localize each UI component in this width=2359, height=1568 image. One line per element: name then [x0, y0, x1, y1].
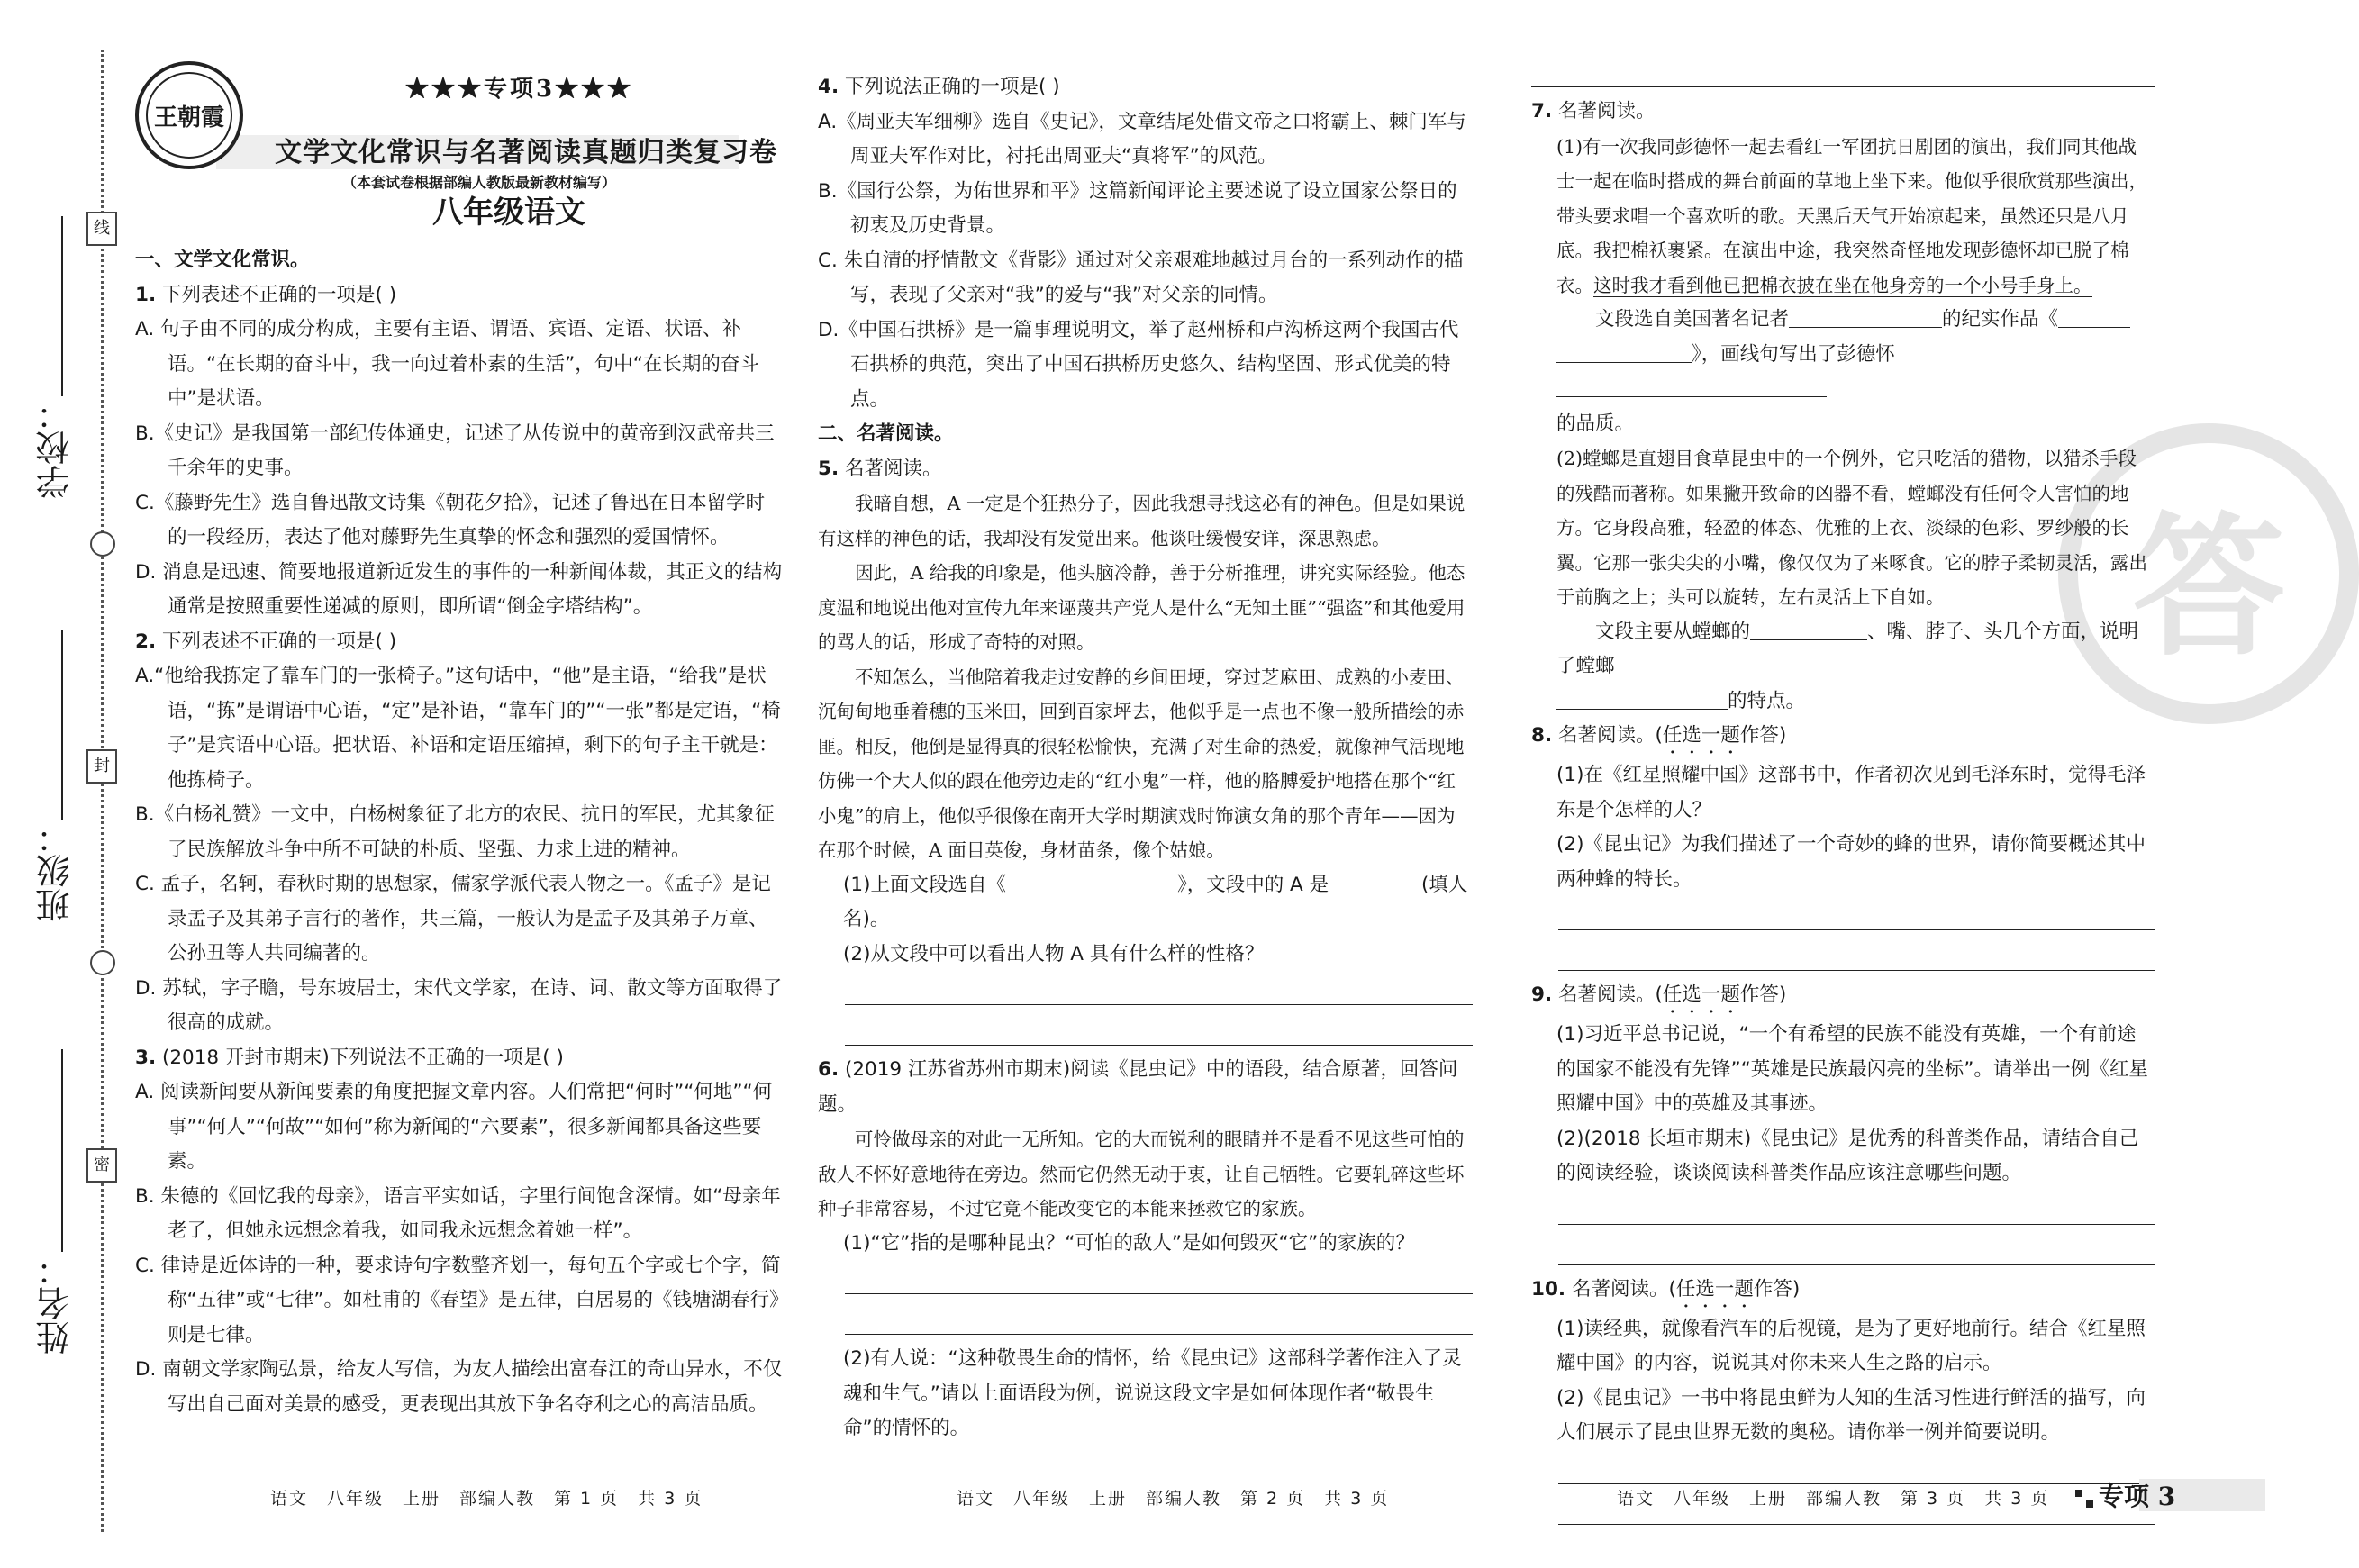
- sub-question-text: 文段主要从螳螂的: [1595, 620, 1751, 643]
- question-9: [1531, 978, 2155, 1018]
- reading-passage: 因此，A 给我的印象是，他头脑冷静，善于分析推理，讲究实际经验。他态度温和地说出他对宣传九年来诬蔑共产党人是什么“无知土匪”“强盗”和其他爱用的骂人的话，形成了奇特的对照。: [818, 562, 1465, 653]
- page-footer-2: 语文 八年级 上册 部编人教 第 2 页 共 3 页: [957, 1489, 1390, 1509]
- answer-line[interactable]: [845, 1012, 1473, 1046]
- answer-line[interactable]: [1531, 54, 2155, 87]
- reading-passage: [1531, 130, 2155, 304]
- question-stem[interactable]: 下列表述不正确的一项是( ): [161, 283, 397, 306]
- section-heading: 一、文学文化常识。: [135, 249, 310, 271]
- seal-char-mi: 密: [86, 1148, 117, 1183]
- book-title-blank[interactable]: [1006, 873, 1177, 893]
- option-c: C. 朱自清的抒情散文《背影》通过对父亲艰难地越过月台的一系列动作的描写，表现了父亲对“我”的爱与“我”对父亲的同情。: [818, 249, 1464, 306]
- question-number: 3.: [135, 1046, 157, 1069]
- sub-question: (2)《昆虫记》为我们描述了一个奇妙的蜂的世界，请你简要概述其中两种蜂的特长。: [1556, 833, 2146, 891]
- emphasis-text: 任选一题: [1662, 983, 1740, 1006]
- sub-question: (2)有人说：“这种敬畏生命的情怀，给《昆虫记》这部科学著作注入了灵魂和生气。”请以上面语段为例，说说这段文字是如何体现作者“敬畏生命”的情怀的。: [843, 1347, 1462, 1439]
- question-stem[interactable]: (2018 开封市期末)下列说法不正确的一项是( ): [161, 1046, 564, 1069]
- question-8: [1531, 719, 2155, 758]
- question-number: 9.: [1531, 983, 1553, 1006]
- page-footer-3: 语文 八年级 上册 部编人教 第 3 页 共 3 页: [1617, 1489, 2050, 1509]
- question-6: [818, 1053, 1473, 1122]
- underlined-sentence: 这时我才看到他已把棉衣披在坐在他身旁的一个小号手身上。: [1593, 274, 2092, 296]
- column-page-3: [1531, 54, 2155, 1532]
- seal-char-feng: 封: [86, 749, 117, 784]
- option-b: B. 朱德的《回忆我的母亲》，语言平实如话，字里行间饱含深情。如“母亲年老了，但她永远想念着我，如同我永远想念着她一样”。: [135, 1184, 781, 1242]
- question-stem: 作答): [1739, 983, 1787, 1006]
- quality-blank[interactable]: [1556, 376, 1827, 397]
- question-number: 2.: [135, 630, 157, 653]
- answer-line[interactable]: [1558, 938, 2155, 971]
- sub-question-text: (1)上面文段选自《: [843, 873, 1006, 896]
- option-b: B.《白杨礼赞》一文中，白杨树象征了北方的农民、抗日的军民，尤其象征了民族解放斗争中所不可缺的朴质、坚强、力求上进的精神。: [135, 803, 775, 861]
- answer-line[interactable]: [845, 1261, 1473, 1294]
- corner-tag: [2072, 1477, 2255, 1513]
- sub-question: (1)习近平总书记说，“一个有希望的民族不能没有英雄，一个有前途的国家不能没有先锋”“英雄是民族最闪亮的坐标”。请举出一例《红星照耀中国》中的英雄及其事迹。: [1556, 1023, 2148, 1115]
- reading-passage: (2)螳螂是直翅目食草昆虫中的一个例外，它只吃活的猎物，以猎杀手段的残酷而著称。如果撇开致命的凶器不看，螳螂没有任何令人害怕的地方。它身段高雅，轻盈的体态、优雅的上衣、淡绿的色彩、罗纱般的长翼。它那一张尖尖的小嘴，像仅仅为了来啄食。它的脖子柔韧灵活，露出于前胸之上；头可以旋转，左右灵活上下自如。: [1556, 448, 2147, 608]
- question-3: [135, 1041, 784, 1076]
- header-tag: ★★★专项3★★★: [405, 76, 634, 103]
- option-d: D. 消息是迅速、简要地报道新近发生的事件的一种新闻体裁，其正文的结构通常是按照重要性递减的原则，即所谓“倒金字塔结构”。: [135, 560, 783, 618]
- section-heading: 二、名著阅读。: [818, 422, 954, 445]
- binding-cut-line: [101, 50, 104, 1532]
- watermark-char: 答: [2131, 498, 2285, 677]
- reading-passage: 不知怎么，当他陪着我走过安静的乡间田埂，穿过芝麻田、成熟的小麦田、沉甸甸地垂着穗的玉米田，回到百家坪去，他似乎是一点也不像一般所描绘的赤匪。相反，他倒是显得真的很轻松愉快，充满了对生命的热爱，就像神气活现地仿佛一个大人似的跟在他旁边走的“红小鬼”一样，他的胳膊爱护地搭在那个“红小鬼”的肩上，他似乎很像在南开大学时期演戏时饰演女角的那个青年——因为在那个时候，A 面目英俊，身材苗条，像个姑娘。: [818, 666, 1465, 861]
- question-stem: 作答): [1739, 724, 1787, 747]
- question-10: [1531, 1273, 2155, 1312]
- option-d: D. 苏轼，字子瞻，号东坡居士，宋代文学家，在诗、词、散文等方面取得了很高的成就。: [135, 976, 783, 1034]
- sub-question-text: 》，文段中的 A 是: [1176, 873, 1329, 896]
- answer-line[interactable]: [845, 972, 1473, 1005]
- question-5: [818, 452, 1473, 487]
- paper-title: 文学文化常识与名著阅读真题归类复习卷: [275, 137, 777, 168]
- option-c: C. 律诗是近体诗的一种，要求诗句字数整齐划一，每句五个字或七个字，简称“五律”或“七律”。如杜甫的《春望》是五律，白居易的《钱塘湖春行》则是七律。: [135, 1254, 781, 1346]
- class-write-line[interactable]: [61, 630, 63, 820]
- question-1: [135, 278, 784, 313]
- sub-question: (1)读经典，就像看汽车的后视镜，是为了更好地前行。结合《红星照耀中国》的内容，说说其对你未来人生之路的启示。: [1556, 1317, 2146, 1374]
- option-b: B.《史记》是我国第一部纪传体通史，记述了从传说中的黄帝到汉武帝共三千余年的史事。: [135, 421, 775, 479]
- option-a: A.“他给我拣定了靠车门的一张椅子。”这句话中，“他”是主语，“给我”是状语，“拣”是谓语中心语，“定”是补语，“靠车门的”“一张”都是定语，“椅子”是宾语中心语。把状语、补语和定语压缩掉，剩下的句子主干就是：他拣椅子。: [135, 665, 781, 792]
- option-c: C. 孟子，名轲，春秋时期的思想家，儒家学派代表人物之一。《孟子》是记录孟子及其弟子言行的著作，共三篇，一般认为是孟子及其弟子万章、公孙丑等人共同编著的。: [135, 873, 771, 965]
- sub-question: [1531, 303, 2155, 441]
- page-footer-1: 语文 八年级 上册 部编人教 第 1 页 共 3 页: [270, 1489, 703, 1509]
- sub-question: (2)《昆虫记》一书中将昆虫鲜为人知的生活习性进行鲜活的描写，向人们展示了昆虫世界无数的奥秘。请你举一例并简要说明。: [1556, 1386, 2146, 1444]
- work-title-blank-cont[interactable]: [1556, 342, 1692, 363]
- feature-blank[interactable]: [1556, 689, 1728, 710]
- option-a: A.《周亚夫军细柳》选自《史记》，文章结尾处借文帝之口将霸上、棘门军与周亚夫军作对比，衬托出周亚夫“真将军”的风范。: [818, 110, 1466, 168]
- sub-question-text: 的特点。: [1728, 689, 1806, 712]
- column-page-1: [135, 243, 784, 1422]
- paper-note: （本套试卷根据部编人教版最新教材编写）: [342, 174, 617, 191]
- seal-char-xian: 线: [86, 212, 117, 246]
- answer-line[interactable]: [1558, 1192, 2155, 1225]
- question-2: [135, 625, 784, 660]
- work-title-blank[interactable]: [2058, 307, 2130, 328]
- option-b: B.《国行公祭，为佑世界和平》这篇新闻评论主要述说了设立国家公祭日的初衷及历史背景。: [818, 179, 1457, 237]
- question-stem: 名著阅读。(: [1557, 724, 1663, 747]
- emphasis-text: 任选一题: [1662, 724, 1740, 747]
- corner-square: [2086, 1500, 2093, 1508]
- question-stem[interactable]: 下列说法正确的一项是( ): [844, 76, 1060, 98]
- brand-logo-text: 王朝霞: [146, 72, 232, 159]
- reading-passage: 可怜做母亲的对此一无所知。它的大而锐利的眼睛并不是看不见这些可怕的敌人不怀好意地待在旁边。然而它仍然无动于衷，让自己牺牲。它要轧碎这些坏种子非常容易，不过它竟不能改变它的本能来拯救它的家族。: [818, 1128, 1465, 1219]
- aspect-blank[interactable]: [1750, 620, 1867, 640]
- sub-question-text: 的纪实作品《: [1942, 308, 2059, 331]
- sub-question-text: 、嘴、脖子、头几个方面，说明了螳螂: [1556, 620, 2139, 677]
- question-number: 7.: [1531, 100, 1553, 122]
- class-field: [36, 820, 81, 964]
- sub-question: (2)从文段中可以看出人物 A 具有什么样的性格？: [843, 942, 1265, 965]
- school-field: [36, 396, 81, 540]
- option-d: D.《中国石拱桥》是一篇事理说明文，举了赵州桥和卢沟桥这两个我国古代石拱桥的典范，突出了中国石拱桥历史悠久、结构坚固、形式优美的特点。: [818, 318, 1459, 411]
- answer-line[interactable]: [1558, 897, 2155, 930]
- sub-question: (1)“它”指的是哪种昆虫？“可怕的敌人”是如何毁灭“它”的家族的？: [843, 1231, 1415, 1255]
- paper-header: [135, 52, 784, 231]
- school-write-line[interactable]: [61, 216, 63, 396]
- sub-question: (2)(2018 长垣市期末)《昆虫记》是优秀的科普类作品，请结合自己的阅读经验，谈谈阅读科普类作品应该注意哪些问题。: [1556, 1127, 2139, 1184]
- question-stem: (2019 江苏省苏州市期末)阅读《昆虫记》中的语段，结合原著，回答问题。: [818, 1058, 1458, 1116]
- answer-line[interactable]: [845, 1301, 1473, 1335]
- paper-grade: 八年级语文: [432, 195, 585, 231]
- school-label: 学校：: [36, 396, 76, 499]
- option-a: A. 句子由不同的成分构成，主要有主语、谓语、宾语、定语、状语、补语。“在长期的奋斗中，我一向过着朴素的生活”，句中“在长期的奋斗中”是状语。: [135, 318, 759, 410]
- reporter-blank[interactable]: [1789, 307, 1942, 328]
- question-number: 10.: [1531, 1277, 1566, 1301]
- sub-question: [818, 868, 1473, 938]
- passage-text: (1)有一次我同彭德怀一起去看红一军团抗日剧团的演出，我们同其他战士一起在临时搭成的舞台前面的草地上坐下来。他似乎很欣赏那些演出，带头要求唱一个喜欢听的歌。天黑后天气开始凉起来，虽然还只是八月底。我把棉袄裹紧。在演出中途，我突然奇怪地发现彭德怀却已脱了棉衣。: [1556, 135, 2147, 296]
- name-label: 姓名：: [36, 1252, 76, 1355]
- sub-question: (1)在《红星照耀中国》这部书中，作者初次见到毛泽东时，觉得毛泽东是个怎样的人？: [1556, 764, 2146, 821]
- reading-passage: 我暗自想，A 一定是个狂热分子，因此我想寻找这必有的神色。但是如果说有这样的神色的话，我却没有发觉出来。他谈吐缓慢安详，深思熟虑。: [818, 493, 1465, 549]
- name-write-line[interactable]: [61, 1049, 63, 1252]
- option-d: D. 南朝文学家陶弘景，给友人写信，为友人描绘出富春江的奇山异水，不仅写出自己面对美景的感受，更表现出其放下争名夺利之心的高洁品质。: [135, 1358, 783, 1416]
- question-number: 1.: [135, 283, 157, 306]
- question-7: [1531, 95, 2155, 130]
- corner-tag-text: 专项 3: [2099, 1482, 2176, 1511]
- answer-line[interactable]: [1558, 1232, 2155, 1265]
- question-stem: 名著阅读。(: [1571, 1277, 1676, 1301]
- question-stem: 作答): [1753, 1277, 1801, 1301]
- sub-question-text: 》，画线句写出了彭德怀: [1692, 342, 1895, 366]
- question-stem: 名著阅读。: [844, 457, 942, 480]
- sub-question: [1531, 615, 2155, 720]
- question-stem: 名著阅读。(: [1557, 983, 1663, 1006]
- question-4: [818, 70, 1473, 105]
- person-name-blank[interactable]: [1335, 873, 1421, 893]
- question-number: 8.: [1531, 724, 1553, 747]
- question-stem[interactable]: 下列表述不正确的一项是( ): [161, 630, 397, 653]
- option-c: C.《藤野先生》选自鲁迅散文诗集《朝花夕拾》，记述了鲁迅在日本留学时的一段经历，表达了他对藤野先生真挚的怀念和强烈的爱国情怀。: [135, 491, 766, 548]
- sub-question-text: 的品质。: [1556, 412, 1635, 435]
- class-label: 班级：: [36, 820, 76, 922]
- binding-hole: [90, 531, 115, 557]
- name-field: [36, 1252, 81, 1396]
- emphasis-text: 任选一题: [1675, 1277, 1754, 1301]
- question-number: 4.: [818, 76, 839, 98]
- sub-question-text: 文段选自美国著名记者: [1595, 308, 1790, 331]
- question-number: 5.: [818, 457, 839, 480]
- answer-line[interactable]: [1558, 1451, 2155, 1484]
- brand-logo: [135, 61, 243, 169]
- binding-hole: [90, 950, 115, 975]
- sub-question-text: (填人名)。: [843, 873, 1468, 930]
- question-number: 6.: [818, 1058, 839, 1081]
- binding-strip: [0, 0, 135, 1568]
- option-a: A. 阅读新闻要从新闻要素的角度把握文章内容。人们常把“何时”“何地”“何事”“何人”“何故”“如何”称为新闻的“六要素”，很多新闻都具备这些要素。: [135, 1081, 773, 1173]
- question-stem: 名著阅读。: [1557, 100, 1656, 122]
- column-page-2: [818, 70, 1473, 1446]
- corner-square: [2075, 1490, 2082, 1497]
